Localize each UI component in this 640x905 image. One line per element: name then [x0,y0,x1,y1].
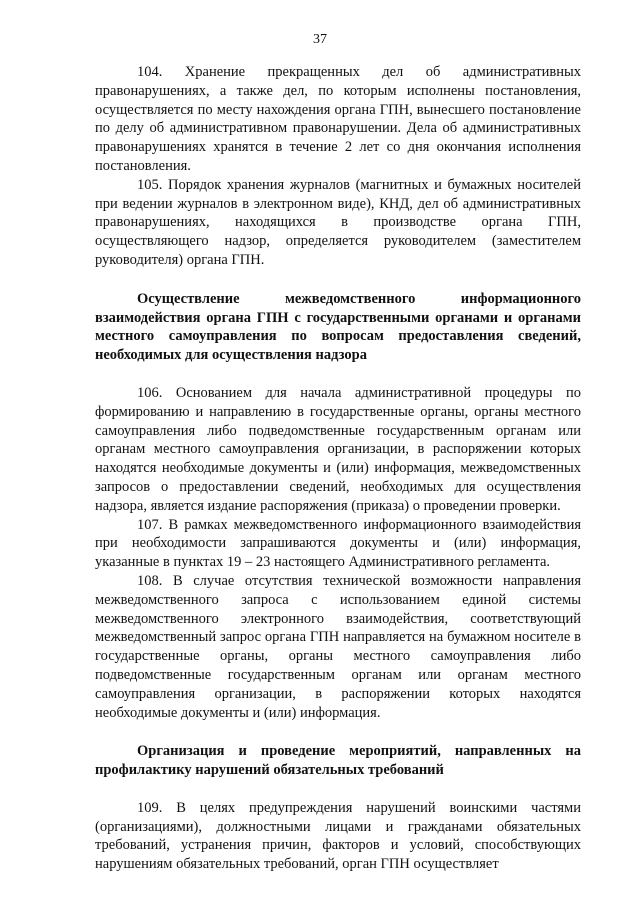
paragraph-104: 104. Хранение прекращенных дел об административных правонарушениях, а также дел, по которым исполнены постановления, осуществляется по месту нахождения органа ГПН, вынесшего постановление по делу об административном правонарушении. Дела об административных правонарушениях хранятся в течение 2 лет со дня окончания исполнения постановления. [95,64,581,174]
paragraph-108: 108. В случае отсутствия технической возможности направления межведомственного запроса с использованием единой системы межведомственного электронного взаимодействия, соответствующий межведомственный запрос органа ГПН направляется на бумажном носителе в государственные органы, органы местного самоуправления либо подведомственные государственным органам или органам местного самоуправления организации, в распоряжении которых находятся необходимые документы и (или) информация. [95,572,581,721]
paragraph-109: 109. В целях предупреждения нарушений воинскими частями (организациями), должностными лицами и гражданами обязательных требований, устранения причин, факторов и условий, способствующих нарушениям обязательных требований, орган ГПН осуществляет [95,799,581,873]
page-number: 37 [313,32,327,47]
paragraph-105: 105. Порядок хранения журналов (магнитных и бумажных носителей при ведении журналов в электронном виде), КНД, дел об административных правонарушениях, находящихся в производстве органа ГПН, осуществляющего надзор, определяется руководителем (заместителем руководителя) органа ГПН. [95,176,581,268]
document-body [95,63,581,874]
paragraph-107: 107. В рамках межведомственного информационного взаимодействия при необходимости запрашиваются документы и (или) информация, указанные в пунктах 19 – 23 настоящего Административного регламента. [95,516,581,571]
section-heading-interagency: Осуществление межведомственного информационного взаимодействия органа ГПН с государственными органами и органами местного самоуправления по вопросам предоставления сведений, необходимых для осуществления надзора [95,290,581,364]
paragraph-106: 106. Основанием для начала административной процедуры по формированию и направлению в государственные органы, органы местного самоуправления либо подведомственные государственным органам или органам местного самоуправления организации, в распоряжении которых находятся необходимые документы и (или) информация, межведомственных запросов о предоставлении сведений, необходимых для осуществления надзора, является издание распоряжения (приказа) о проведении проверки. [95,384,581,514]
section-heading-prevention: Организация и проведение мероприятий, направленных на профилактику нарушений обязательных требований [95,743,581,779]
